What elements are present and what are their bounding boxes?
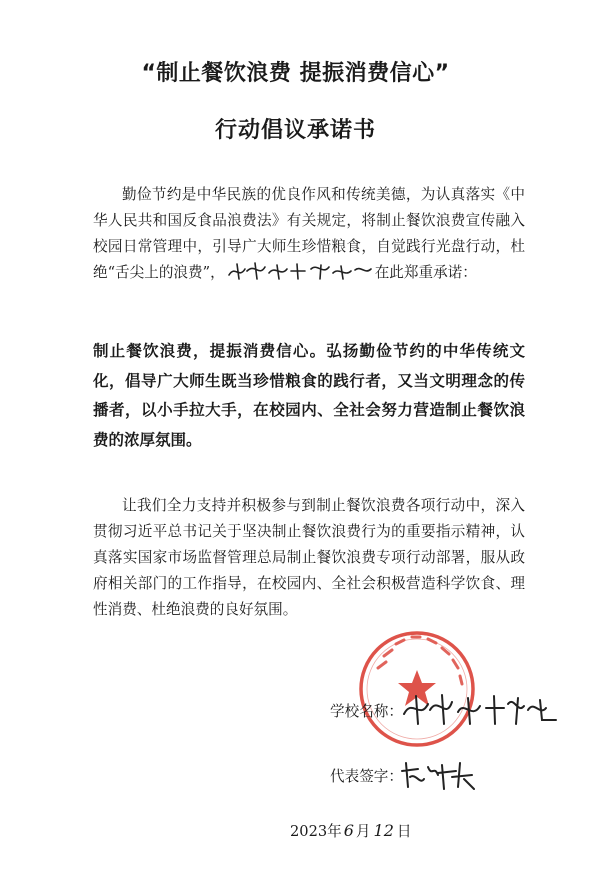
date-day-suffix: 日: [396, 823, 412, 840]
paragraph-1-ending: 在此郑重承诺：: [374, 264, 477, 281]
representative-label: 代表签字：: [330, 768, 403, 785]
date-day-handwritten: 12: [373, 821, 394, 840]
paragraph-1-text: 勤俭节约是中华民族的优良作风和传统美德，为认真落实《中华人民共和国反食品浪费法》有关规定，将制止餐饮浪费宣传融入校园日常管理中，引导广大师生珍惜粮食，自觉践行光盘行动，杜绝“舌尖上的浪费”，: [93, 186, 525, 281]
school-name-label: 学校名称：: [330, 703, 403, 720]
document-subtitle: 行动倡议承诺书: [214, 118, 376, 143]
paragraph-1: [93, 182, 525, 286]
school-name-row: [330, 700, 403, 721]
date-line: [290, 820, 412, 841]
school-name-signature: [400, 690, 560, 730]
paragraph-2: 制止餐饮浪费，提振消费信心。弘扬勤俭节约的中华传统文化，倡导广大师生既当珍惜粮食的践行者，又当文明理念的传播者，以小手拉大手，在校园内、全社会努力营造制止餐饮浪费的浓厚氛围。: [93, 342, 525, 449]
document-title: “制止餐饮浪费 提振消费信心”: [141, 61, 450, 86]
date-month-handwritten: 6: [343, 821, 354, 840]
date-year: 2023年: [290, 823, 342, 840]
representative-row: [330, 765, 403, 786]
date-month-suffix: 月: [355, 823, 371, 840]
school-seal-stamp: [356, 628, 478, 750]
school-signature-inline: [225, 261, 375, 281]
paragraph-3: 让我们全力支持并积极参与到制止餐饮浪费各项行动中，深入贯彻习近平总书记关于坚决制止餐饮浪费行为的重要指示精神，认真落实国家市场监督管理总局制止餐饮浪费专项行动部署，服从政府相关部门的工作指导，在校园内、全社会积极营造科学饮食、理性消费、杜绝浪费的良好氛围。: [93, 497, 525, 618]
representative-signature: [398, 757, 478, 793]
